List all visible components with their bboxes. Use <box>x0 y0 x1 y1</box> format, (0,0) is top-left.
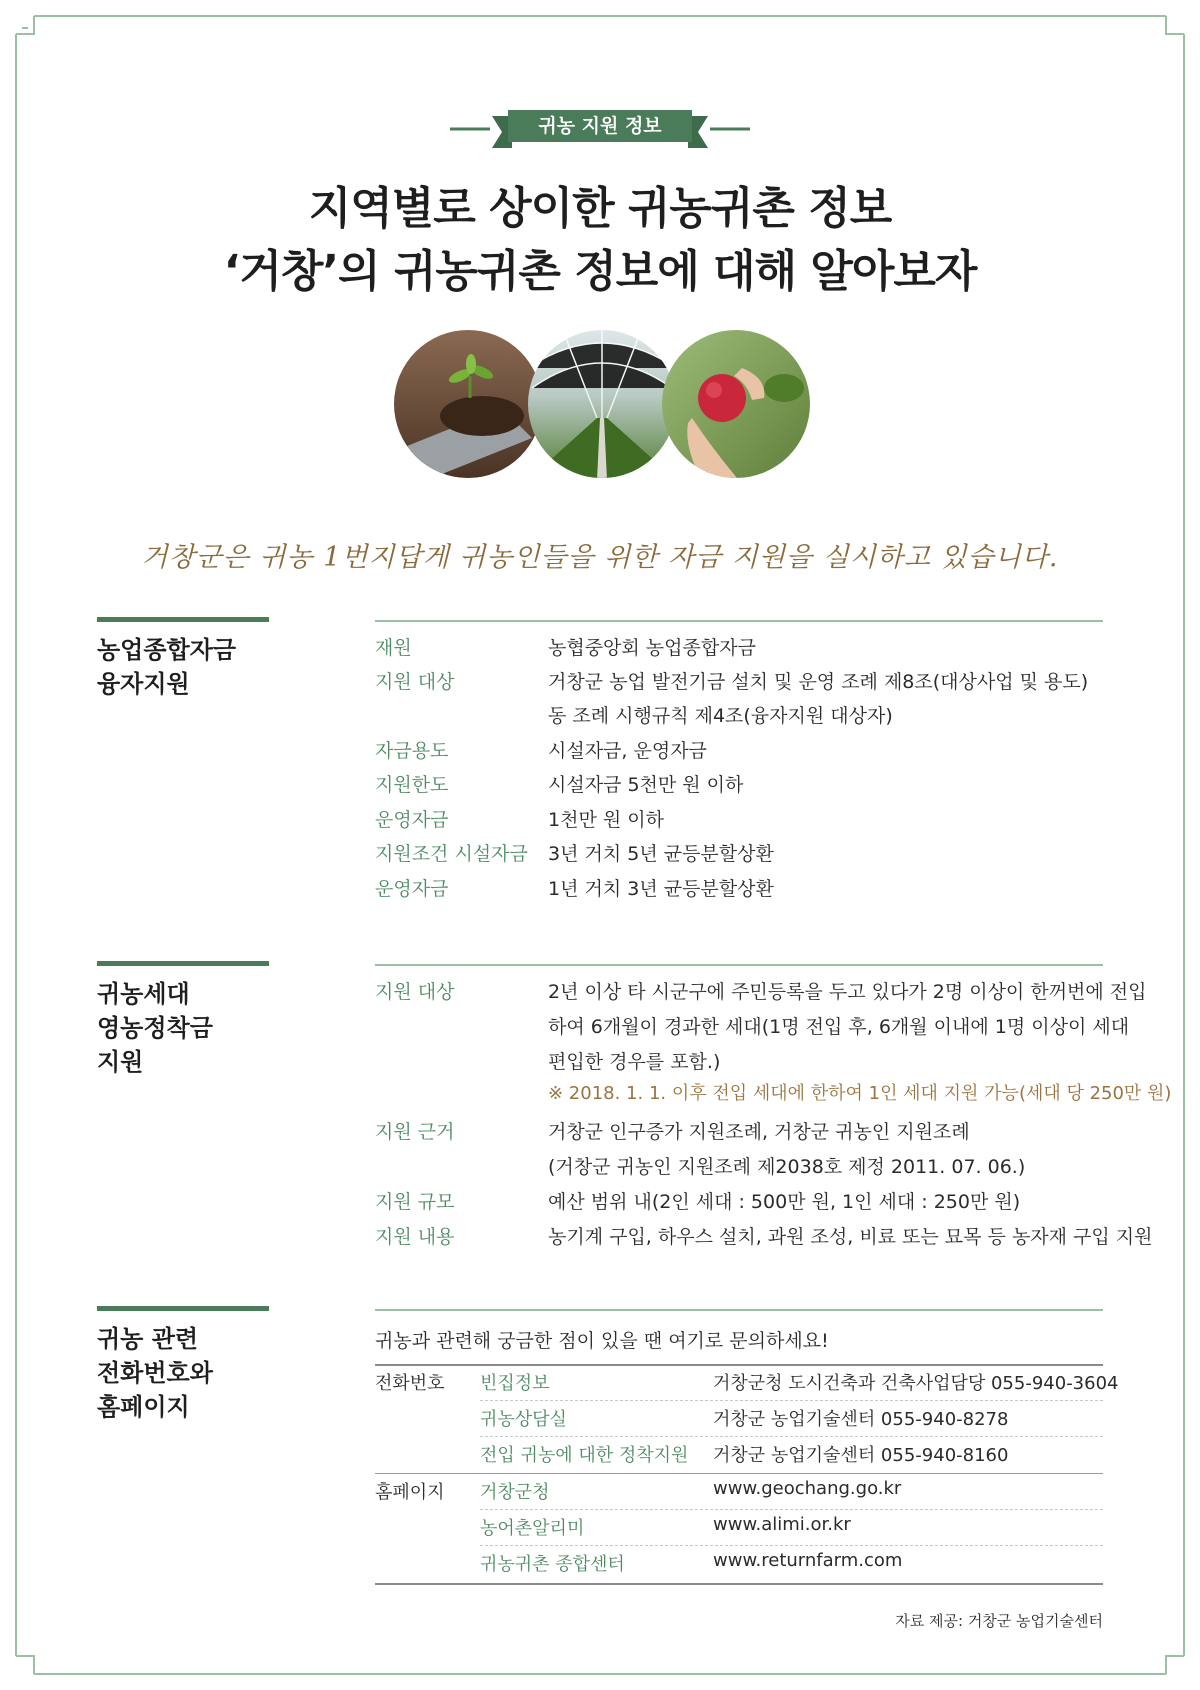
contact-item: 빈집정보 <box>480 1373 550 1394</box>
contact-row <box>375 1474 1103 1510</box>
s1-label: 재원 <box>375 637 412 659</box>
contact-row <box>375 1437 1103 1473</box>
s2-note: ※ 2018. 1. 1. 이후 전입 세대에 한하여 1인 세대 지원 가능(세대 당 250만 원) <box>548 1083 1172 1104</box>
photo-circles <box>392 328 812 480</box>
section3-title <box>97 1322 213 1424</box>
s1-label: 운영자금 <box>375 809 449 831</box>
section2-title-line: 영농정착금 <box>97 1014 213 1042</box>
s1-label: 운영자금 <box>375 878 449 900</box>
homepage-link: 농어촌알리미 <box>480 1518 585 1539</box>
section2-rule <box>375 964 1103 966</box>
s1-label: 지원한도 <box>375 774 449 796</box>
section2-title-line: 귀농세대 <box>97 980 190 1008</box>
contact-item: 전입 귀농에 대한 정착지원 <box>480 1445 689 1466</box>
s1-value: 1천만 원 이하 <box>548 809 664 831</box>
s2-target-line: 하여 6개월이 경과한 세대(1명 전입 후, 6개월 이내에 1명 이상이 세대 <box>548 1016 1130 1038</box>
homepage-url[interactable]: www.alimi.or.kr <box>713 1514 851 1535</box>
contact-row <box>375 1546 1103 1582</box>
section1-bar <box>97 617 269 622</box>
section3-rule <box>375 1309 1103 1311</box>
contact-category: 홈페이지 <box>375 1482 445 1503</box>
s2-scale-value: 예산 범위 내(2인 세대 : 500만 원, 1인 세대 : 250만 원) <box>548 1191 1021 1213</box>
page-title-line-2: ‘거창’의 귀농귀촌 정보에 대해 알아보자 <box>223 246 977 297</box>
contact-table-bottom-line <box>375 1583 1103 1585</box>
s2-content-label: 지원 내용 <box>375 1226 455 1248</box>
apple-photo <box>660 328 812 480</box>
section1-title <box>97 633 236 701</box>
seedling-photo <box>392 328 544 480</box>
s1-value: 농협중앙회 농업종합자금 <box>548 637 756 659</box>
s1-value: 시설자금 5천만 원 이하 <box>548 774 744 796</box>
page-title-line-1: 지역별로 상이한 귀농귀촌 정보 <box>308 183 892 234</box>
contact-info: 거창군 농업기술센터 055-940-8278 <box>713 1409 1009 1430</box>
section3-title-line: 전화번호와 <box>97 1359 213 1387</box>
section1-rule <box>375 620 1103 622</box>
section1-title-line: 융자지원 <box>97 670 190 698</box>
homepage-url[interactable]: www.geochang.go.kr <box>713 1478 902 1499</box>
s1-value: 동 조례 시행규칙 제4조(융자지원 대상자) <box>548 705 893 727</box>
s2-basis-line: 거창군 인구증가 지원조례, 거창군 귀농인 지원조례 <box>548 1121 970 1143</box>
s1-value: 거창군 농업 발전기금 설치 및 운영 조례 제8조(대상사업 및 용도) <box>548 671 1089 693</box>
contact-row <box>375 1401 1103 1437</box>
s2-target-line: 2년 이상 타 시군구에 주민등록을 두고 있다가 2명 이상이 한꺼번에 전입 <box>548 981 1147 1003</box>
section3-bar <box>97 1306 269 1311</box>
section3-title-line: 홈페이지 <box>97 1393 190 1421</box>
homepage-link: 거창군청 <box>480 1482 550 1503</box>
section3-title-line: 귀농 관련 <box>97 1325 199 1353</box>
section2-title <box>97 977 213 1079</box>
s2-scale-label: 지원 규모 <box>375 1191 455 1213</box>
contact-info: 거창군청 도시건축과 건축사업담당 055-940-3604 <box>713 1373 1119 1394</box>
s1-value: 시설자금, 운영자금 <box>548 740 707 762</box>
section2-title-line: 지원 <box>97 1048 144 1076</box>
contact-row <box>375 1510 1103 1546</box>
contact-item: 귀농상담실 <box>480 1409 567 1430</box>
s2-content-value: 농기계 구입, 하우스 설치, 과원 조성, 비료 또는 묘목 등 농자재 구입 지원 <box>548 1226 1153 1248</box>
s2-target-label: 지원 대상 <box>375 981 455 1003</box>
contact-row <box>375 1365 1119 1401</box>
greenhouse-photo <box>526 328 678 480</box>
slogan: 거창군은 귀농 1번지답게 귀농인들을 위한 자금 지원을 실시하고 있습니다. <box>141 542 1059 573</box>
source-credit: 자료 제공: 거창군 농업기술센터 <box>895 1612 1103 1630</box>
homepage-link: 귀농귀촌 종합센터 <box>480 1554 625 1575</box>
s1-label: 지원 대상 <box>375 671 455 693</box>
homepage-url[interactable]: www.returnfarm.com <box>713 1550 903 1571</box>
s1-label: 자금용도 <box>375 740 449 762</box>
contact-category: 전화번호 <box>375 1373 445 1394</box>
s2-basis-line: (거창군 귀농인 지원조례 제2038호 제정 2011. 07. 06.) <box>548 1156 1026 1178</box>
badge-label: 귀농 지원 정보 <box>538 115 662 137</box>
s1-value: 1년 거치 3년 균등분할상환 <box>548 878 774 900</box>
s2-basis-label: 지원 근거 <box>375 1121 455 1143</box>
contact-intro: 귀농과 관련해 궁금한 점이 있을 땐 여기로 문의하세요! <box>375 1330 829 1352</box>
s2-target-line: 편입한 경우를 포함.) <box>548 1051 721 1073</box>
section2-bar <box>97 961 269 966</box>
s1-label: 지원조건 시설자금 <box>375 843 528 865</box>
contact-info: 거창군 농업기술센터 055-940-8160 <box>713 1445 1009 1466</box>
section1-title-line: 농업종합자금 <box>97 636 237 664</box>
s1-value: 3년 거치 5년 균등분할상환 <box>548 843 774 865</box>
